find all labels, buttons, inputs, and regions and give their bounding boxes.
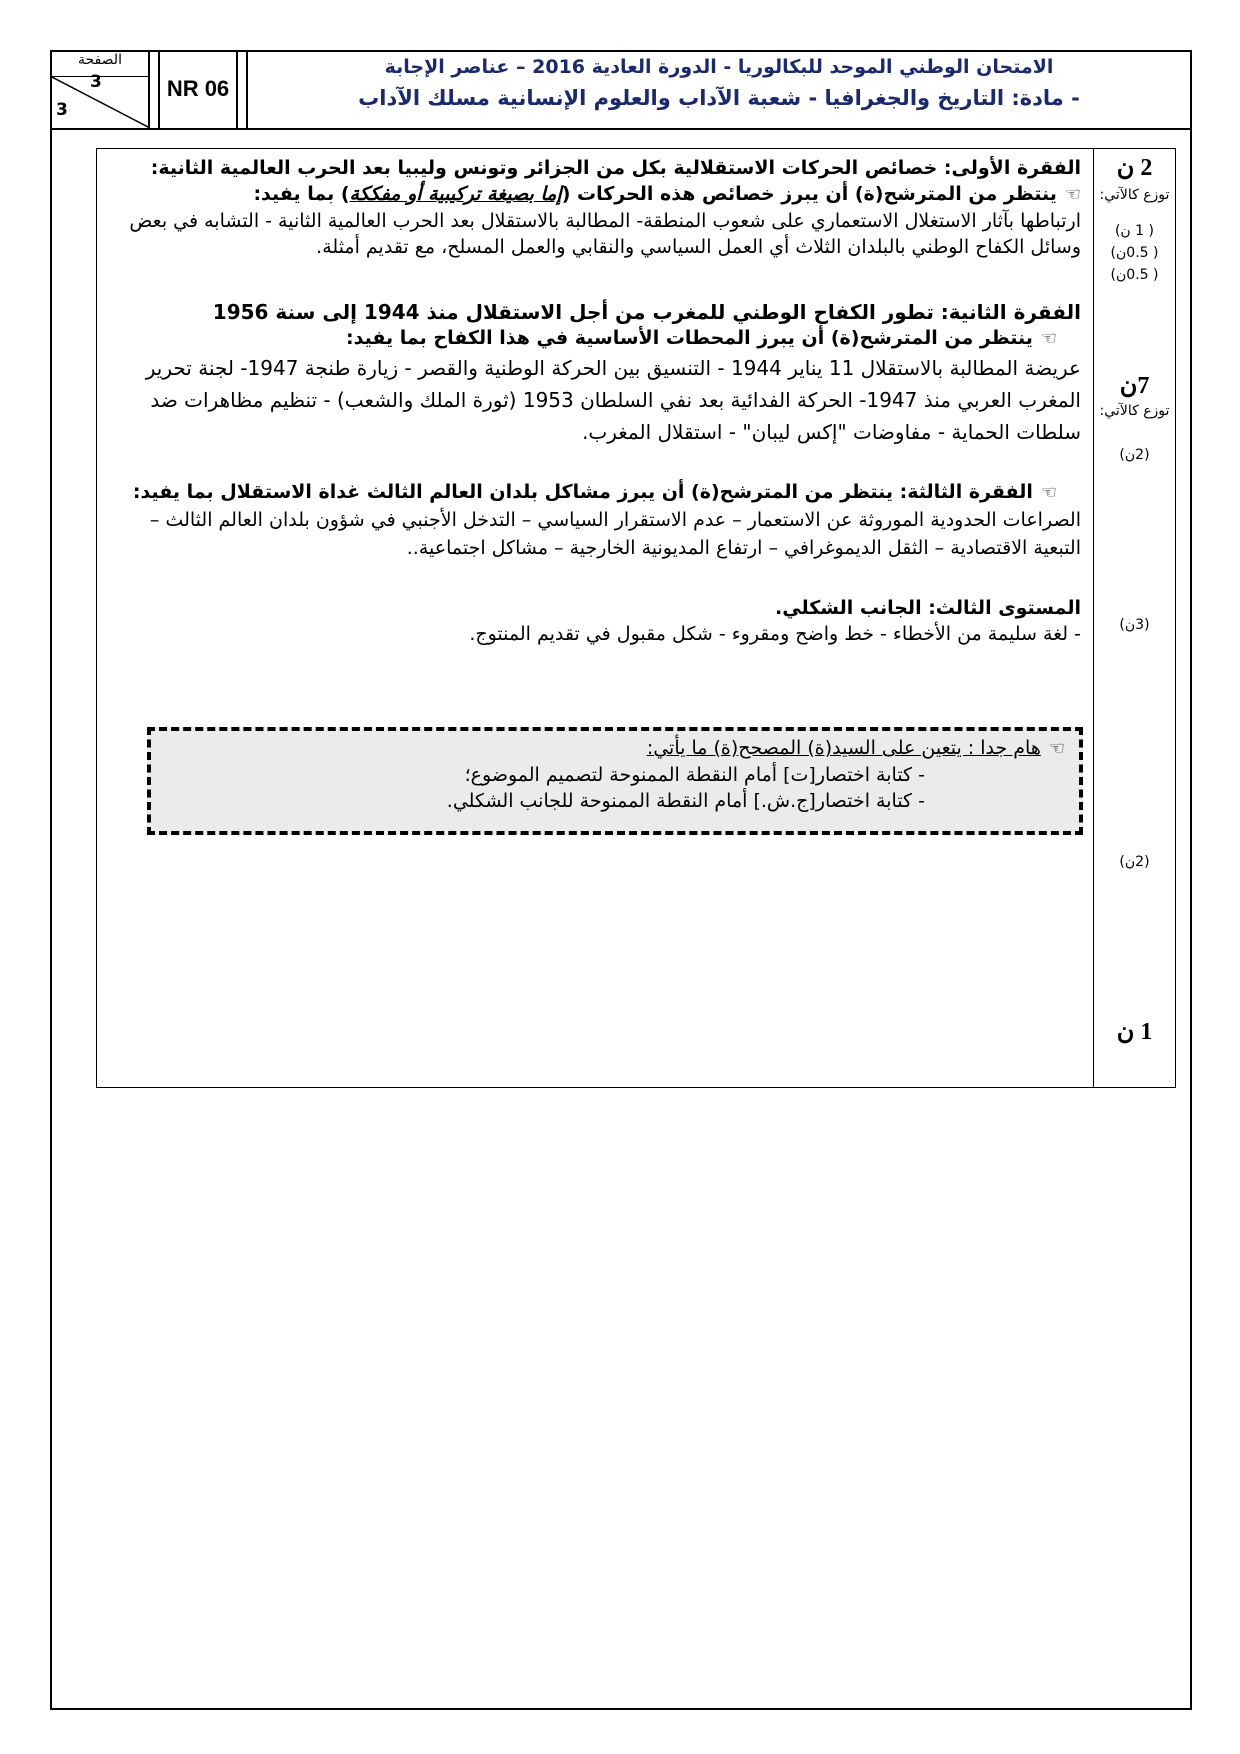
mark-section1-a: ( 1 ن)	[1114, 223, 1155, 239]
marks-column	[1093, 149, 1175, 1087]
mark-section1-c: ( 0.5ن)	[1110, 267, 1159, 283]
section-2-heading: الفقرة الثانية: تطور الكفاح الوطني للمغرب من أجل الاستقلال منذ 1944 إلى سنة 1956	[212, 300, 1081, 324]
mark-section2-a: (2ن)	[1119, 447, 1150, 463]
section-3	[109, 479, 1081, 562]
pointing-hand-icon: ☜	[1040, 482, 1057, 503]
section-4-body: - لغة سليمة من الأخطاء - خط واضح ومقروء - شكل مقبول في تقديم المنتوج.	[469, 623, 1081, 645]
note-title: ☜هام جدا : يتعين على السيد(ة) المصحح(ة) ما يأتي:	[646, 737, 1065, 759]
exam-code: NR 06	[158, 50, 238, 128]
pointing-hand-icon: ☜	[1040, 328, 1057, 349]
section-1	[109, 155, 1081, 260]
page-label: الصفحة	[78, 52, 122, 68]
mark-section2-dist: توزع كالآتي:	[1099, 403, 1170, 419]
mark-section3: (3ن)	[1119, 617, 1150, 633]
mark-section1-b: ( 0.5ن)	[1110, 245, 1159, 261]
note-item-2: - كتابة اختصار[ج.ش.] أمام النقطة الممنوحة للجانب الشكلي.	[446, 790, 925, 812]
mark-section4: (2ن)	[1119, 854, 1150, 870]
section-2	[109, 299, 1081, 448]
section-3-body: الصراعات الحدودية الموروثة عن الاستعمار – عدم الاستقرار السياسي – التدخل الأجنبي في شؤون بلدان العالم الثالث – التبعية الاقتصادية – الثقل الديموغرافي – ارتفاع المديونية الخارجية – مشاكل اجتماعية..	[149, 509, 1081, 559]
mark-section2: 7ن	[1119, 373, 1150, 399]
mark-section1-dist: توزع كالآتي:	[1099, 187, 1170, 203]
pointing-hand-icon: ☜	[1064, 184, 1081, 205]
important-note-box	[147, 727, 1083, 835]
section-3-heading: ☜الفقرة الثالثة: ينتظر من المترشح(ة) أن يبرز مشاكل بلدان العالم الثالث غداة الاستقلال بما يفيد:	[132, 481, 1057, 503]
answer-table	[96, 148, 1176, 1088]
title-line-1: الامتحان الوطني الموحد للبكالوريا - الدورة العادية 2016 – عناصر الإجابة	[384, 56, 1054, 78]
header	[50, 50, 1192, 130]
section-4-heading: المستوى الثالث: الجانب الشكلي.	[775, 597, 1081, 619]
mark-section5: 1 ن	[1116, 1019, 1153, 1045]
section-1-expectation: ☜ينتظر من المترشح(ة) أن يبرز خصائص هذه الحركات (إما بصيغة تركيبية أو مفككة) بما يفيد:	[253, 183, 1081, 205]
page-number-box	[50, 50, 150, 128]
page-current: 3	[90, 72, 102, 92]
answer-content	[97, 149, 1095, 1087]
note-item-1: - كتابة اختصار[ت] أمام النقطة الممنوحة لتصميم الموضوع؛	[464, 764, 925, 786]
exam-title	[246, 50, 1190, 128]
section-2-body: عريضة المطالبة بالاستقلال 11 يناير 1944 - التنسيق بين الحركة الوطنية والقصر - زيارة طنجة 1947- لجنة تحرير المغرب العربي منذ 1947- الحركة الفدائية بعد نفي السلطان 1953 (ثورة الملك والشعب) - تنظيم مظاهرات ضد سلطات الحماية - مفاوضات "إكس ليبان" - استقلال المغرب.	[145, 356, 1081, 444]
mark-section1: 2 ن	[1116, 155, 1153, 181]
page-total: 3	[56, 100, 68, 120]
section-1-heading: الفقرة الأولى: خصائص الحركات الاستقلالية بكل من الجزائر وتونس وليبيا بعد الحرب العالمية الثانية:	[150, 157, 1081, 179]
section-1-body: ارتباطها بآثار الاستغلال الاستعماري على شعوب المنطقة- المطالبة بالاستقلال بعد الحرب العالمية الثانية - التشابه في بعض وسائل الكفاح الوطني بالبلدان الثلاث أي العمل السياسي والنقابي والعمل المسلح، مع تقديم أمثلة.	[129, 210, 1081, 258]
title-line-2: - مادة: التاريخ والجغرافيا - شعبة الآداب والعلوم الإنسانية مسلك الآداب	[358, 86, 1080, 110]
section-2-expectation: ☜ينتظر من المترشح(ة) أن يبرز المحطات الأساسية في هذا الكفاح بما يفيد:	[346, 327, 1057, 349]
section-4	[109, 595, 1081, 647]
pointing-hand-icon: ☜	[1048, 738, 1065, 759]
